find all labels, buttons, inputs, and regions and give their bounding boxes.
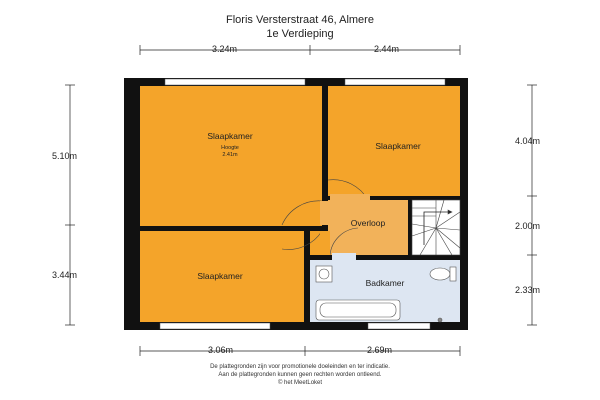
door-opening [320,231,330,255]
dim-top-left: 3.24m [212,44,238,54]
plan-title: Floris Versterstraat 46, Almere [226,14,374,26]
disclaimer-line-2: Aan de plattegronden kunnen geen rechten worden ontleend. [218,372,382,378]
dim-left-lower: 3.44m [52,270,78,280]
height-value: 2.41m [222,152,238,158]
dim-bottom-right: 2.69m [367,345,393,355]
staircase [412,200,460,255]
door-opening [332,253,356,262]
room-label-bathroom: Badkamer [365,278,405,288]
dim-left-upper: 5.10m [52,151,78,161]
disclaimer-line-1: De plattegronden zijn voor promotionele doeleinden en ter indicatie. [210,364,390,370]
door-opening [330,194,370,202]
dim-right-lower: 2.33m [515,285,541,295]
dim-bottom-left: 3.06m [208,345,234,355]
room-label-bedroom-1: Slaapkamer [207,131,253,141]
floor-subtitle: 1e Verdieping [266,28,334,40]
room-label-bedroom-2: Slaapkamer [375,141,421,151]
copyright: © het MeetLoket [277,380,323,386]
room-label-bedroom-3: Slaapkamer [197,271,243,281]
height-label: Hoogte [221,145,239,151]
door-opening [320,201,330,225]
room-label-landing: Overloop [350,218,386,228]
dim-right-upper: 4.04m [515,136,541,146]
toilet [430,268,450,280]
dim-right-middle: 2.00m [515,221,541,231]
dim-top-right: 2.44m [374,44,400,54]
